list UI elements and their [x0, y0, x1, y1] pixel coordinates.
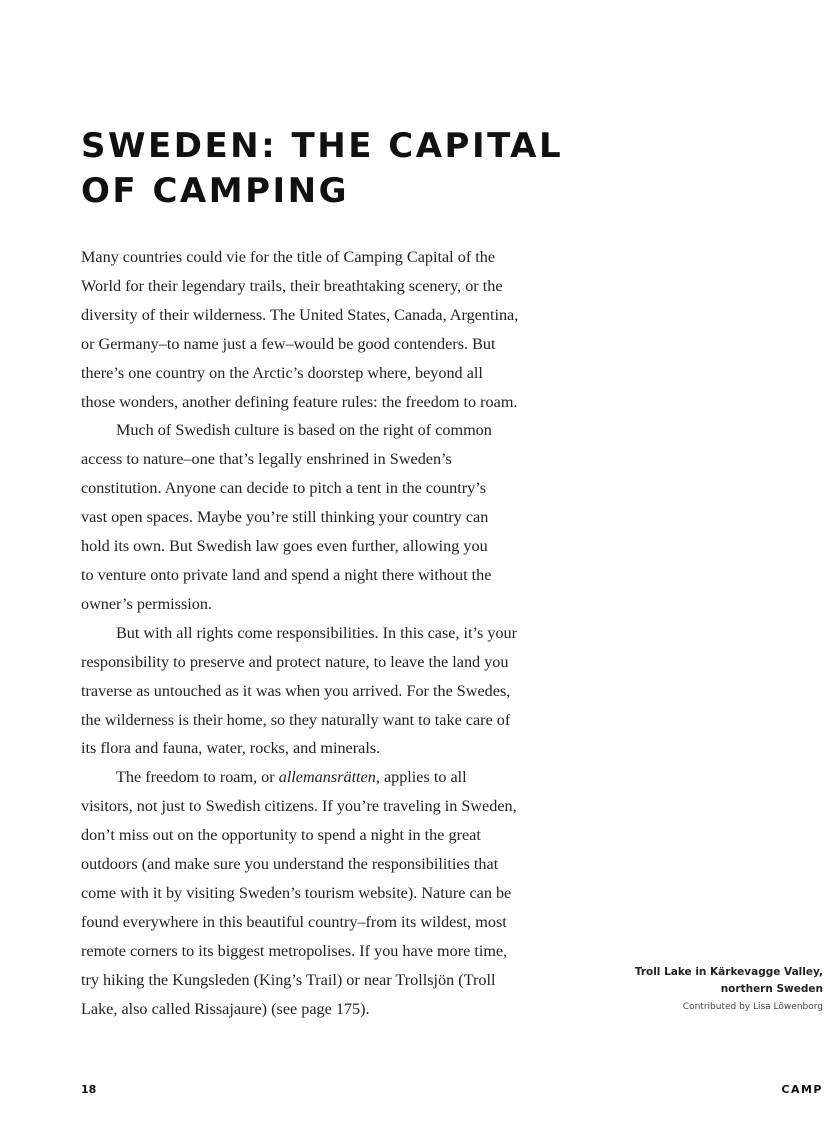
text-line: responsibility to preserve and protect nature, to leave the land you [81, 652, 509, 671]
text-line: Many countries could vie for the title of Camping Capital of the [81, 248, 496, 266]
text-line: don’t miss out on the opportunity to spend a night in the great [81, 826, 481, 845]
text-line: owner’s permission. [81, 594, 212, 613]
text-line: visitors, not just to Swedish citizens. If you’re traveling in Sweden, [81, 797, 517, 816]
text-line: outdoors (and make sure you understand the responsibilities that [81, 855, 499, 874]
text-line [81, 763, 601, 792]
caption-title [583, 964, 823, 998]
text-line: Lake, also called Rissajaure) (see page 175). [81, 999, 370, 1018]
text-line: there’s one country on the Arctic’s doorstep where, beyond all [81, 363, 483, 382]
text-line: those wonders, another defining feature rules: the freedom to roam. [81, 392, 518, 411]
text-line: access to nature–one that’s legally enshrined in Sweden’s [81, 450, 452, 469]
title-line-1: SWEDEN: THE CAPITAL [81, 126, 564, 166]
title-line-2: OF CAMPING [81, 171, 349, 211]
caption-title-line-2: northern Sweden [720, 983, 823, 995]
paragraph-4 [81, 763, 601, 1023]
text-line: hold its own. But Swedish law goes even further, allowing you [81, 537, 488, 556]
text-line: the wilderness is their home, so they naturally want to take care of [81, 710, 511, 729]
text-line: World for their legendary trails, their breathtaking scenery, or the [81, 276, 503, 295]
paragraph-2 [81, 416, 601, 618]
page-title [81, 124, 641, 214]
text-line: vast open spaces. Maybe you’re still thinking your country can [81, 508, 489, 527]
italic-term: allemansrätten [278, 768, 376, 787]
text-segment: The freedom to roam, or [116, 768, 279, 787]
text-line: or Germany–to name just a few–would be good contenders. But [81, 334, 496, 353]
text-line: come with it by visiting Sweden’s tourism website). Nature can be [81, 883, 512, 902]
running-head: CAMP [781, 1083, 823, 1096]
text-segment: , applies to all [375, 768, 467, 787]
paragraph-1 [81, 243, 601, 416]
paragraph-3 [81, 619, 601, 764]
text-line: diversity of their wilderness. The United States, Canada, Argentina, [81, 305, 519, 324]
text-line: found everywhere in this beautiful country–from its wildest, most [81, 912, 507, 931]
caption-title-line-1: Troll Lake in Kärkevagge Valley, [634, 966, 823, 978]
text-line: its flora and fauna, water, rocks, and minerals. [81, 739, 381, 758]
text-line: remote corners to its biggest metropolises. If you have more time, [81, 941, 508, 960]
article-body [81, 243, 601, 1023]
text-line: traverse as untouched as it was when you arrived. For the Swedes, [81, 681, 511, 700]
text-line: try hiking the Kungsleden (King’s Trail) or near Trollsjön (Troll [81, 970, 496, 989]
text-line: to venture onto private land and spend a night there without the [81, 565, 492, 584]
photo-caption [583, 964, 823, 1016]
text-line: Much of Swedish culture is based on the right of common [116, 421, 492, 440]
text-line: But with all rights come responsibilities. In this case, it’s your [116, 623, 518, 642]
text-line: constitution. Anyone can decide to pitch a tent in the country’s [81, 479, 487, 498]
caption-credit: Contributed by Lisa Löwenborg [682, 1002, 823, 1012]
page-number: 18 [81, 1083, 97, 1096]
